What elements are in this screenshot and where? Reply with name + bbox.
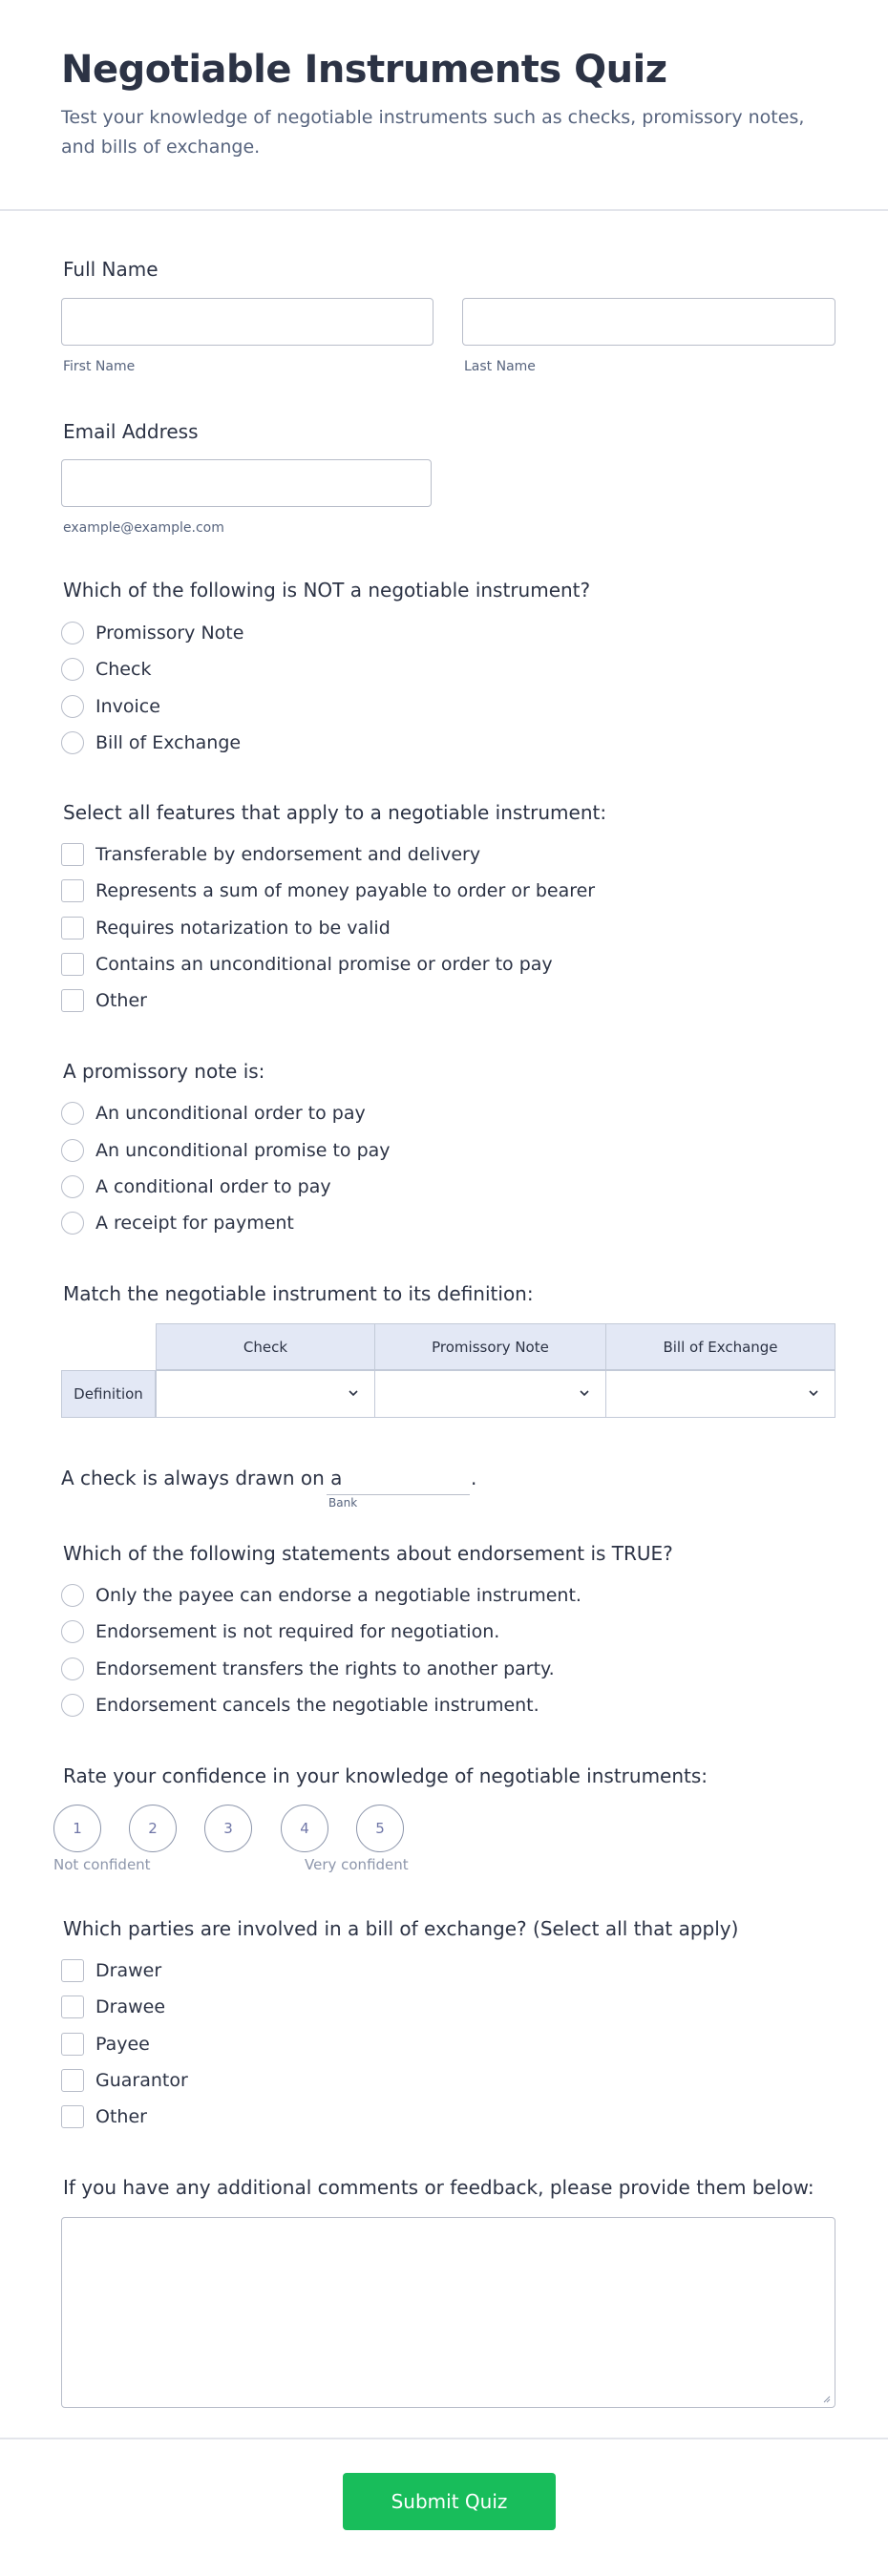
scale-low-label: Not confident	[53, 1856, 151, 1873]
radio-button[interactable]	[61, 695, 84, 718]
fill-in-blank	[61, 1467, 342, 1489]
q3-option-1[interactable]: An unconditional order to pay	[61, 1101, 366, 1126]
checkbox[interactable]	[61, 843, 84, 866]
q4-question: Match the negotiable instrument to its definition:	[63, 1282, 534, 1305]
radio-button[interactable]	[61, 1175, 84, 1198]
email-input[interactable]	[61, 459, 432, 507]
first-name-input[interactable]	[61, 298, 433, 346]
q2-question: Select all features that apply to a negotiable instrument:	[63, 801, 607, 824]
q2-option-transferable[interactable]: Transferable by endorsement and delivery	[61, 842, 480, 867]
full-name-label: Full Name	[63, 258, 159, 281]
q1-option-bill-of-exchange[interactable]: Bill of Exchange	[61, 730, 241, 755]
q1-option-promissory-note[interactable]: Promissory Note	[61, 621, 243, 645]
checkbox[interactable]	[61, 917, 84, 940]
q1-option-invoice[interactable]: Invoice	[61, 694, 160, 719]
q6-option-4[interactable]: Endorsement cancels the negotiable instrument.	[61, 1693, 539, 1718]
last-name-input[interactable]	[462, 298, 835, 346]
matrix-dropdown-bill-of-exchange[interactable]	[605, 1370, 835, 1418]
blank-prefix: A check is always drawn on a	[61, 1467, 343, 1489]
chevron-down-icon	[806, 1385, 821, 1401]
q3-option-2[interactable]: An unconditional promise to pay	[61, 1138, 391, 1163]
form-description: Test your knowledge of negotiable instruments such as checks, promissory notes, and bills of exchange.	[61, 107, 805, 158]
radio-button[interactable]	[61, 1584, 84, 1607]
q8-option-payee[interactable]: Payee	[61, 2032, 150, 2057]
q3-option-4[interactable]: A receipt for payment	[61, 1211, 294, 1235]
checkbox[interactable]	[61, 2069, 84, 2092]
q1-question: Which of the following is NOT a negotiable instrument?	[63, 579, 591, 602]
q9-question: If you have any additional comments or feedback, please provide them below:	[63, 2176, 814, 2199]
q1-option-check[interactable]: Check	[61, 657, 151, 682]
email-sublabel: example@example.com	[63, 520, 224, 536]
q8-option-other[interactable]: Other	[61, 2104, 147, 2129]
scale-option-5[interactable]: 5	[356, 1805, 404, 1852]
checkbox[interactable]	[61, 989, 84, 1012]
email-label: Email Address	[63, 420, 199, 443]
q2-option-other[interactable]: Other	[61, 988, 147, 1013]
bank-blank-input[interactable]	[327, 1476, 470, 1495]
q2-option-notarization[interactable]: Requires notarization to be valid	[61, 916, 391, 940]
resize-grip-icon[interactable]	[821, 2394, 831, 2403]
radio-button[interactable]	[61, 658, 84, 681]
comments-textarea[interactable]	[61, 2217, 835, 2408]
checkbox[interactable]	[61, 1995, 84, 2018]
checkbox[interactable]	[61, 1959, 84, 1982]
first-name-sublabel: First Name	[63, 359, 136, 374]
q3-option-3[interactable]: A conditional order to pay	[61, 1174, 331, 1199]
blank-sublabel: Bank	[328, 1496, 358, 1510]
q8-question: Which parties are involved in a bill of exchange? (Select all that apply)	[63, 1917, 739, 1940]
scale-option-3[interactable]: 3	[204, 1805, 252, 1852]
q6-option-1[interactable]: Only the payee can endorse a negotiable instrument.	[61, 1583, 581, 1608]
matrix-column-bill-of-exchange: Bill of Exchange	[605, 1323, 835, 1370]
matching-matrix	[61, 1323, 835, 1418]
checkbox[interactable]	[61, 2105, 84, 2128]
blank-suffix: .	[471, 1467, 477, 1489]
matrix-column-promissory-note: Promissory Note	[374, 1323, 606, 1370]
radio-button[interactable]	[61, 622, 84, 644]
matrix-dropdown-promissory-note[interactable]	[374, 1370, 606, 1418]
q8-option-guarantor[interactable]: Guarantor	[61, 2068, 188, 2093]
radio-button[interactable]	[61, 1658, 84, 1680]
matrix-dropdown-check[interactable]	[156, 1370, 375, 1418]
q2-option-sum-of-money[interactable]: Represents a sum of money payable to order or bearer	[61, 878, 595, 903]
checkbox[interactable]	[61, 953, 84, 976]
radio-button[interactable]	[61, 1212, 84, 1235]
form-title: Negotiable Instruments Quiz	[61, 48, 667, 92]
submit-button[interactable]: Submit Quiz	[343, 2473, 556, 2530]
matrix-column-check: Check	[156, 1323, 375, 1370]
q7-question: Rate your confidence in your knowledge of negotiable instruments:	[63, 1764, 708, 1787]
q2-option-unconditional[interactable]: Contains an unconditional promise or order to pay	[61, 952, 553, 977]
q6-question: Which of the following statements about endorsement is TRUE?	[63, 1542, 673, 1565]
chevron-down-icon	[577, 1385, 592, 1401]
radio-button[interactable]	[61, 1102, 84, 1125]
last-name-sublabel: Last Name	[464, 359, 536, 374]
scale-option-1[interactable]: 1	[53, 1805, 101, 1852]
radio-button[interactable]	[61, 1620, 84, 1643]
scale-option-4[interactable]: 4	[281, 1805, 328, 1852]
checkbox[interactable]	[61, 879, 84, 902]
scale-high-label: Very confident	[305, 1856, 409, 1873]
q3-question: A promissory note is:	[63, 1060, 265, 1083]
radio-button[interactable]	[61, 1139, 84, 1162]
chevron-down-icon	[346, 1385, 361, 1401]
q8-option-drawer[interactable]: Drawer	[61, 1958, 161, 1983]
scale-option-2[interactable]: 2	[129, 1805, 177, 1852]
form-header	[0, 0, 888, 211]
radio-button[interactable]	[61, 731, 84, 754]
checkbox[interactable]	[61, 2033, 84, 2056]
radio-button[interactable]	[61, 1694, 84, 1717]
q6-option-3[interactable]: Endorsement transfers the rights to another party.	[61, 1657, 555, 1681]
matrix-row-label: Definition	[61, 1370, 156, 1418]
q8-option-drawee[interactable]: Drawee	[61, 1995, 165, 2019]
q6-option-2[interactable]: Endorsement is not required for negotiation.	[61, 1619, 499, 1644]
